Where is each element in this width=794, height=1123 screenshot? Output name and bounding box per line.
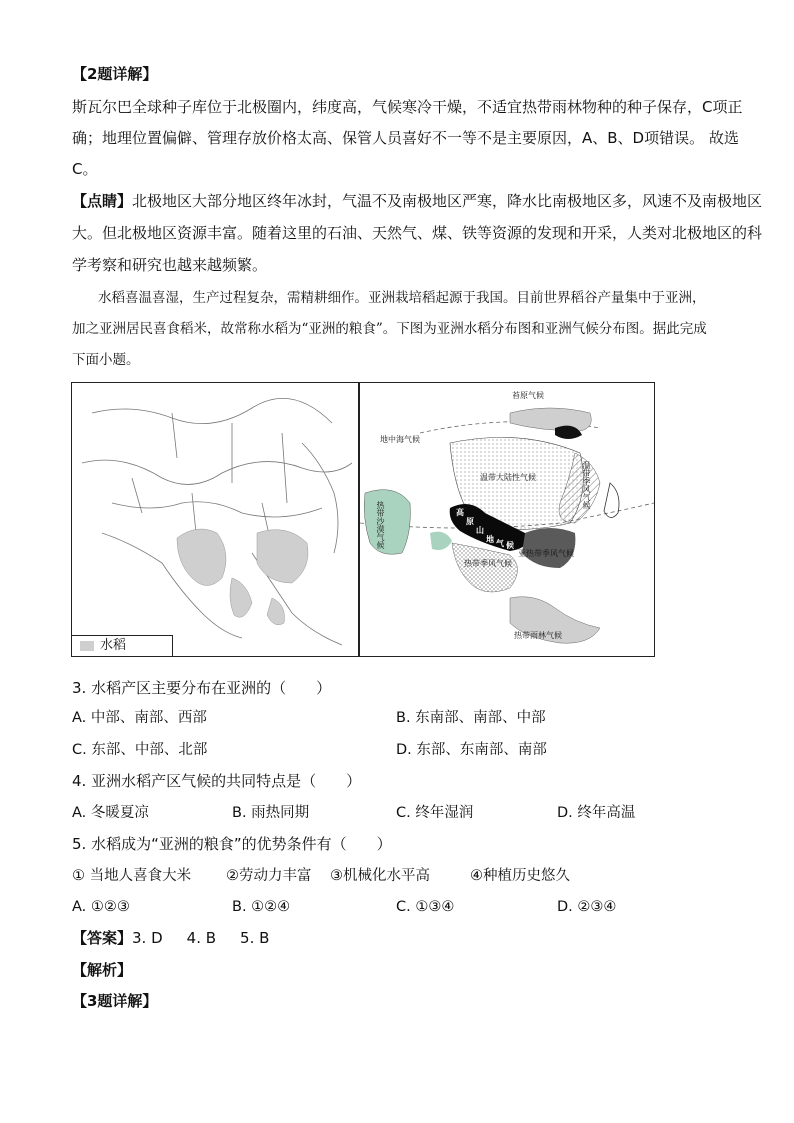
- q5-option-d: D. ②③④: [557, 899, 617, 915]
- label-temperate-monsoon: 温带季风气候: [582, 461, 591, 509]
- label-highland-5: 气: [496, 539, 504, 548]
- answer-item-3: 3. D: [132, 929, 163, 947]
- climate-distribution-map: [359, 382, 655, 657]
- answer-line: [72, 928, 269, 948]
- q4-option-a: A. 冬暖夏凉: [72, 805, 149, 821]
- q4-option-b: B. 雨热同期: [232, 805, 310, 821]
- tip-text: 北极地区大部分地区终年冰封，气温不及南极地区严寒，降水比南极地区多，风速不及南极地区: [132, 192, 763, 210]
- label-tropical-rainforest: 热带雨林气候: [514, 631, 562, 640]
- q3-option-b: B. 东南部、南部、中部: [396, 710, 546, 726]
- intro-line-2: 加之亚洲居民喜食稻米，故常称水稻为“亚洲的粮食”。下图为亚洲水稻分布图和亚洲气候分布图。据此完成: [72, 321, 707, 337]
- answer-label: 【答案】: [72, 929, 133, 947]
- q4-stem: 4. 亚洲水稻产区气候的共同特点是（ ）: [72, 772, 362, 790]
- label-tropical-monsoon: 热带季风气候: [464, 559, 512, 568]
- q5-condition-3: ③机械化水平高: [330, 868, 430, 884]
- rice-legend-label: 水稻: [100, 638, 127, 653]
- section3-heading: 【3题详解】: [72, 992, 158, 1010]
- label-highland-3: 山: [476, 526, 484, 535]
- q5-condition-2: ②劳动力丰富: [226, 868, 312, 884]
- label-highland-4: 地: [486, 535, 494, 544]
- q4-option-c: C. 终年湿润: [396, 805, 474, 821]
- intro-line-3: 下面小题。: [72, 352, 140, 368]
- section2-para-line-1: 斯瓦尔巴全球种子库位于北极圈内，纬度高，气候寒冷干燥，不适宜热带雨林物种的种子保存，C项正: [72, 98, 743, 116]
- intro-line-1: 水稻喜温喜湿，生产过程复杂，需精耕细作。亚洲栽培稻起源于我国。目前世界稻谷产量集中于亚洲，: [98, 290, 706, 306]
- section2-para-line-3: C。: [72, 160, 98, 178]
- label-highland-2: 原: [466, 517, 474, 526]
- tip-label: 【点睛】: [72, 192, 133, 210]
- analysis-label: 【解析】: [72, 961, 133, 979]
- section2-heading: 【2题详解】: [72, 65, 158, 83]
- q5-condition-4: ④种植历史悠久: [470, 868, 570, 884]
- q3-option-d: D. 东部、东南部、南部: [396, 742, 547, 758]
- q5-option-b: B. ①②④: [232, 899, 291, 915]
- label-subtropical-monsoon: 亚热带季风气候: [518, 549, 574, 558]
- rice-legend: [72, 635, 173, 656]
- tip-line-1: [72, 191, 762, 211]
- rice-legend-swatch: [80, 641, 94, 651]
- q5-option-c: C. ①③④: [396, 899, 455, 915]
- label-tundra: 苔原气候: [512, 391, 544, 400]
- q5-stem: 5. 水稻成为“亚洲的粮食”的优势条件有（ ）: [72, 835, 392, 853]
- label-highland-1: 高: [456, 508, 464, 517]
- q3-option-c: C. 东部、中部、北部: [72, 742, 208, 758]
- label-mediterranean: 地中海气候: [380, 435, 420, 444]
- section2-para-line-2: 确；地理位置偏僻、管理存放价格太高、保管人员喜好不一等不是主要原因，A、B、D项错误。 故选: [72, 129, 739, 147]
- tip-line-2: 大。但北极地区资源丰富。随着这里的石油、天然气、煤、铁等资源的发现和开采，人类对北极地区的科: [72, 224, 763, 242]
- label-temperate-continental: 温带大陆性气候: [480, 473, 536, 482]
- q5-condition-1: ① 当地人喜食大米: [72, 868, 192, 884]
- subtropical-monsoon-zone: [522, 528, 575, 568]
- q4-option-d: D. 终年高温: [557, 805, 636, 821]
- tropical-desert-zone-2: [430, 532, 452, 550]
- answer-item-5: 5. B: [240, 929, 270, 947]
- label-highland-6: 候: [506, 541, 514, 550]
- tundra-zone: [510, 408, 591, 431]
- label-tropical-desert: 热带沙漠气候: [376, 501, 385, 549]
- tropical-desert-zone: [364, 490, 410, 555]
- rice-map-outline: [72, 383, 358, 656]
- answer-item-4: 4. B: [186, 929, 217, 947]
- q3-option-a: A. 中部、南部、西部: [72, 710, 207, 726]
- climate-map-shapes: [360, 383, 654, 656]
- rice-distribution-map: [71, 382, 359, 657]
- rice-areas: [177, 529, 308, 625]
- q3-stem: 3. 水稻产区主要分布在亚洲的（ ）: [72, 679, 332, 697]
- q5-option-a: A. ①②③: [72, 899, 130, 915]
- tip-line-3: 学考察和研究也越来越频繁。: [72, 256, 268, 274]
